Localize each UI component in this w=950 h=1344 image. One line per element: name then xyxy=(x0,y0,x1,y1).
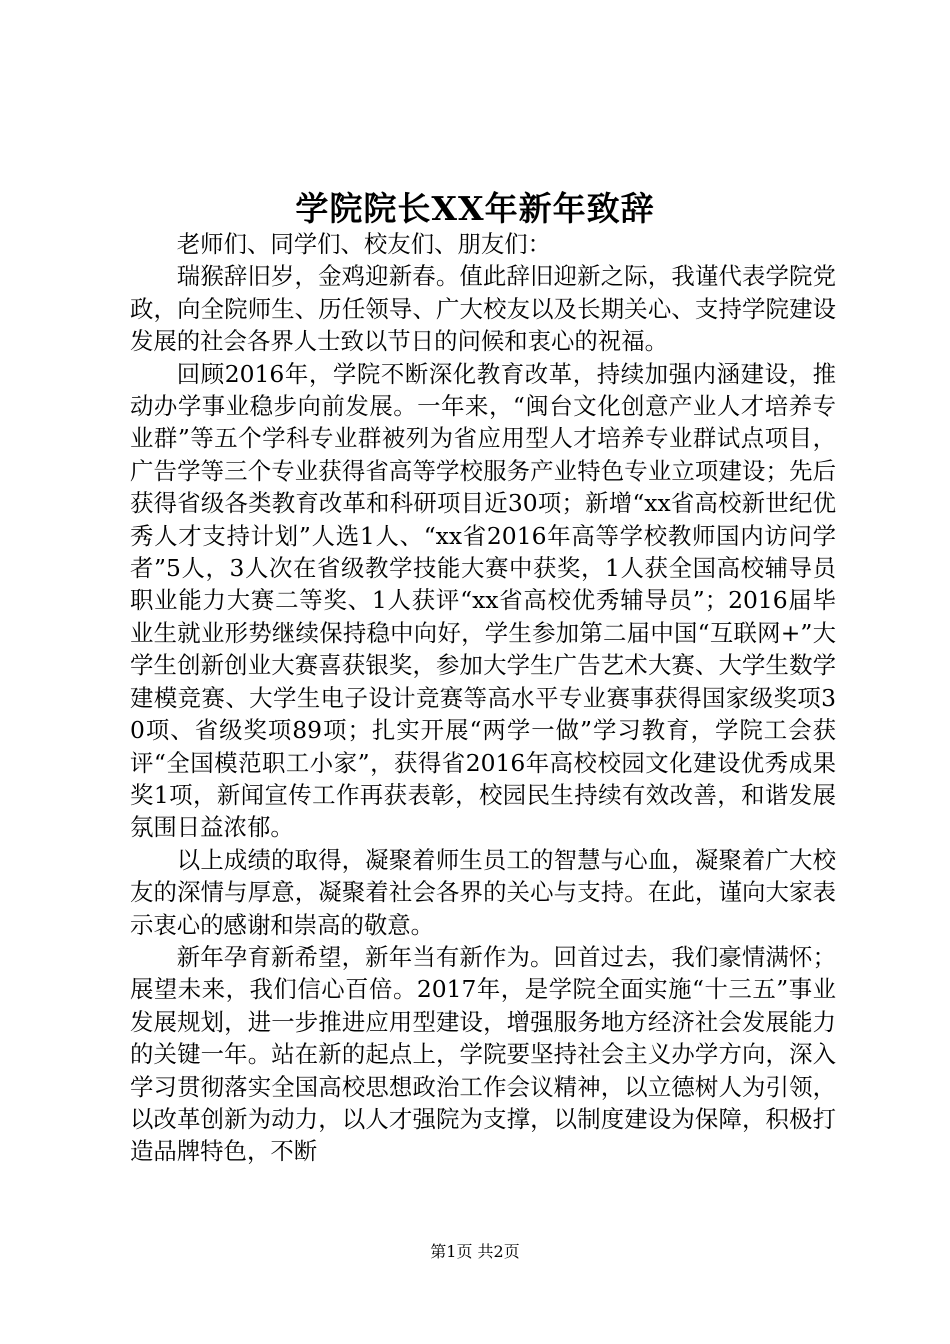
paragraph: 以上成绩的取得，凝聚着师生员工的智慧与心血，凝聚着广大校友的深情与厚意，凝聚着社会各界的关心与支持。在此，谨向大家表示衷心的感谢和崇高的敬意。 xyxy=(130,845,836,939)
salutation: 老师们、同学们、校友们、朋友们： xyxy=(176,230,552,258)
document-title: 学院院长XX年新年致辞 xyxy=(295,189,655,228)
document-body xyxy=(130,228,836,1168)
paragraph: 新年孕育新希望，新年当有新作为。回首过去，我们豪情满怀；展望未来，我们信心百倍。2017年，是学院全面实施“十三五”事业发展规划，进一步推进应用型建设，增强服务地方经济社会发展能力的关键一年。站在新的起点上，学院要坚持社会主义办学方向，深入学习贯彻落实全国高校思想政治工作会议精神，以立德树人为引领，以改革创新为动力，以人才强院为支撑，以制度建设为保障，积极打造品牌特色，不断 xyxy=(130,942,836,1166)
paragraph: 瑞猴辞旧岁，金鸡迎新春。值此辞旧迎新之际，我谨代表学院党政，向全院师生、历任领导、广大校友以及长期关心、支持学院建设发展的社会各界人士致以节日的问候和衷心的祝福。 xyxy=(130,262,836,356)
page-footer: 第1页 共2页 xyxy=(430,1242,520,1261)
paragraph: 回顾2016年，学院不断深化教育改革，持续加强内涵建设，推动办学事业稳步向前发展。一年来，“闽台文化创意产业人才培养专业群”等五个学科专业群被列为省应用型人才培养专业群试点项目，广告学等三个专业获得省高等学校服务产业特色专业立项建设；先后获得省级各类教育改革和科研项目近30项；新增“xx省高校新世纪优秀人才支持计划”人选1人、“xx省2016年高等学校教师国内访问学者”5人，3人次在省级教学技能大赛中获奖，1人获全国高校辅导员职业能力大赛二等奖、1人获评“xx省高校优秀辅导员”；2016届毕业生就业形势继续保持稳中向好，学生参加第二届中国“互联网+”大学生创新创业大赛喜获银奖，参加大学生广告艺术大赛、大学生数学建模竞赛、大学生电子设计竞赛等高水平专业赛事获得国家级奖项30项、省级奖项89项；扎实开展“两学一做”学习教育，学院工会获评“全国模范职工小家”，获得省2016年高校校园文化建设优秀成果奖1项，新闻宣传工作再获表彰，校园民生持续有效改善，和谐发展氛围日益浓郁。 xyxy=(130,359,836,842)
